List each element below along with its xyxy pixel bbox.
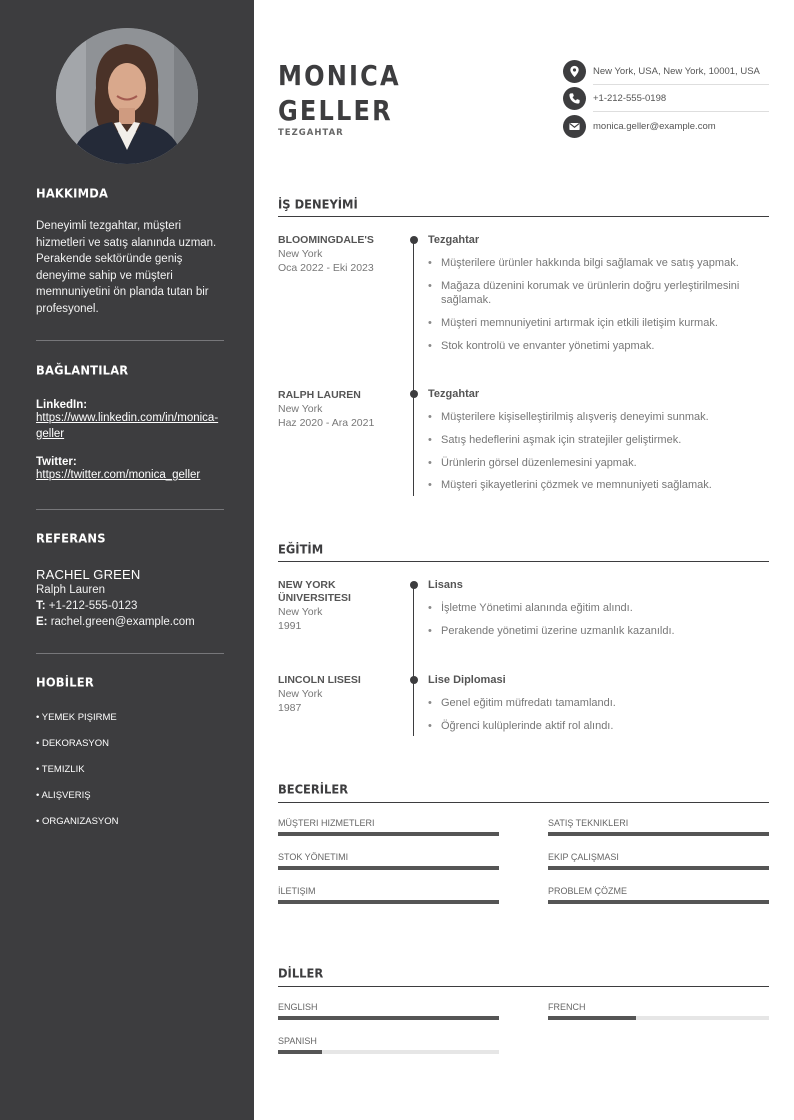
skill-bar (548, 866, 769, 870)
phone-icon (563, 87, 586, 110)
skill-item (278, 885, 499, 904)
languages-heading: DİLLER (278, 965, 324, 981)
skill-bar-fill (278, 900, 499, 904)
reference-company: Ralph Lauren (36, 584, 106, 596)
sidebar (0, 0, 254, 1120)
list-item: • Ürünlerin görsel düzenlemesini yapmak. (428, 456, 769, 471)
list-item: • Genel eğitim müfredatı tamamlandı. (428, 696, 769, 711)
sidebar-divider (36, 653, 224, 654)
reference-section (36, 531, 224, 630)
hobby-item: • TEMIZLIK (36, 764, 85, 775)
skill-name: SATIŞ TEKNIKLERI (548, 818, 629, 828)
education-item (428, 673, 769, 742)
twitter-link[interactable]: https://twitter.com/monica_geller (36, 469, 201, 481)
hobbies-section (36, 675, 224, 841)
contact-phone (563, 84, 769, 112)
language-bar (278, 1016, 499, 1020)
first-name: MONICA (278, 59, 401, 92)
about-text: Deneyimli tezgahtar, müşteri hizmetleri ve satış alanında uzman. Perakende sektöründe geniş deneyime sahip ve müşteri memnuniyetini ön planda tutan bir profesyonel. (36, 220, 217, 315)
experience-org (278, 234, 403, 275)
degree-title: Lise Diplomasi (428, 674, 506, 686)
reference-phone-label: T: (36, 600, 46, 612)
skill-bar (548, 832, 769, 836)
responsibility-list (428, 410, 769, 493)
section-divider (278, 216, 769, 217)
location-icon (563, 60, 586, 83)
section-divider (278, 986, 769, 987)
list-item: • İşletme Yönetimi alanında eğitim alındı. (428, 601, 769, 616)
skill-bar (278, 866, 499, 870)
reference-email (36, 614, 224, 630)
about-section (36, 186, 224, 318)
skill-bar (278, 900, 499, 904)
profile-photo (56, 28, 198, 164)
reference-name: RACHEL GREEN (36, 567, 141, 582)
timeline-dot (410, 236, 418, 244)
list-item: • Müşterilere ürünler hakkında bilgi sağlamak ve satış yapmak. (428, 256, 769, 271)
skill-bar-fill (278, 866, 499, 870)
org-name: RALPH LAUREN (278, 389, 361, 401)
experience-item (428, 387, 769, 501)
about-heading: HAKKIMDA (36, 185, 109, 201)
org-location: New York (278, 248, 323, 260)
links-section (36, 363, 224, 484)
experience-org (278, 389, 403, 430)
education-org (278, 674, 403, 715)
skill-name: EKIP ÇALIŞMASI (548, 852, 619, 862)
last-name: GELLER (278, 94, 393, 127)
job-title: TEZGAHTAR (278, 128, 344, 138)
school-location: New York (278, 688, 323, 700)
skill-item (278, 851, 499, 870)
contact-email (563, 112, 769, 140)
school-name: NEW YORK ÜNIVERSITESI (278, 579, 351, 604)
contact-phone-text: +1-212-555-0198 (593, 92, 667, 104)
experience-heading: İŞ DENEYİMİ (278, 196, 358, 212)
list-item: • Perakende yönetimi üzerine uzmanlık kazanıldı. (428, 624, 769, 639)
skill-bar (278, 832, 499, 836)
reference-heading: REFERANS (36, 530, 106, 546)
section-divider (278, 802, 769, 803)
reference-phone-value: +1-212-555-0123 (48, 600, 138, 612)
degree-title: Lisans (428, 579, 463, 591)
timeline-dot (410, 676, 418, 684)
skill-item (278, 817, 499, 836)
education-details (428, 696, 769, 733)
skill-name: STOK YÖNETIMI (278, 852, 349, 862)
org-dates: Oca 2022 - Eki 2023 (278, 262, 374, 274)
list-item: • Öğrenci kulüplerinde aktif rol alındı. (428, 719, 769, 734)
timeline-dot (410, 390, 418, 398)
education-timeline (413, 585, 414, 736)
school-name: LINCOLN LISESI (278, 674, 361, 686)
education-org (278, 579, 403, 633)
language-bar (548, 1016, 769, 1020)
skill-bar-fill (548, 866, 769, 870)
hobbies-heading: HOBİLER (36, 674, 94, 690)
reference-email-value: rachel.green@example.com (50, 616, 195, 628)
language-bar (278, 1050, 499, 1054)
contact-email-text: monica.geller@example.com (593, 120, 716, 132)
education-details (428, 601, 769, 638)
skill-item (548, 885, 769, 904)
list-item: • Müşteri şikayetlerini çözmek ve memnuniyeti sağlamak. (428, 478, 769, 493)
list-item: • Satış hedeflerini aşmak için stratejiler geliştirmek. (428, 433, 769, 448)
education-heading: EĞİTİM (278, 541, 324, 557)
list-item: • Mağaza düzenini korumak ve ürünlerin doğru yerleştirilmesini sağlamak. (428, 279, 769, 308)
skill-name: PROBLEM ÇÖZME (548, 886, 628, 896)
org-location: New York (278, 403, 323, 415)
email-icon (563, 115, 586, 138)
sidebar-divider (36, 509, 224, 510)
position-title: Tezgahtar (428, 234, 480, 246)
language-bar-fill (278, 1050, 322, 1054)
timeline-dot (410, 581, 418, 589)
language-item (548, 1001, 769, 1020)
hobby-item: • YEMEK PIŞIRME (36, 712, 117, 723)
reference-email-label: E: (36, 616, 48, 628)
org-dates: Haz 2020 - Ara 2021 (278, 417, 375, 429)
linkedin-label: LinkedIn: (36, 399, 88, 411)
hobby-item: • DEKORASYON (36, 738, 110, 749)
contact-address (563, 57, 769, 85)
skill-bar-fill (278, 832, 499, 836)
experience-item (428, 233, 769, 362)
skill-bar-fill (548, 832, 769, 836)
school-year: 1991 (278, 620, 302, 632)
skill-name: MÜŞTERI HIZMETLERI (278, 818, 375, 828)
skill-bar-fill (548, 900, 769, 904)
list-item: • Stok kontrolü ve envanter yönetimi yapmak. (428, 339, 769, 354)
skill-name: İLETIŞIM (278, 886, 316, 896)
skill-item (548, 851, 769, 870)
twitter-label: Twitter: (36, 456, 77, 468)
skill-bar (548, 900, 769, 904)
org-name: BLOOMINGDALE'S (278, 234, 374, 246)
skills-heading: BECERİLER (278, 781, 349, 797)
candidate-name (278, 58, 401, 128)
language-name: SPANISH (278, 1036, 317, 1046)
list-item: • Müşterilere kişiselleştirilmiş alışveriş deneyimi sunmak. (428, 410, 769, 425)
language-item (278, 1035, 499, 1054)
language-bar-fill (278, 1016, 499, 1020)
hobby-item: • ORGANIZASYON (36, 816, 119, 827)
sidebar-divider (36, 340, 224, 341)
language-item (278, 1001, 499, 1020)
position-title: Tezgahtar (428, 388, 480, 400)
linkedin-link[interactable]: https://www.linkedin.com/in/monica-geller (36, 412, 219, 440)
language-name: FRENCH (548, 1002, 586, 1012)
school-location: New York (278, 606, 323, 618)
language-name: ENGLISH (278, 1002, 318, 1012)
list-item: • Müşteri memnuniyetini artırmak için etkili iletişim kurmak. (428, 316, 769, 331)
education-item (428, 578, 769, 647)
school-year: 1987 (278, 702, 302, 714)
experience-timeline (413, 240, 414, 496)
links-heading: BAĞLANTILAR (36, 362, 129, 378)
language-bar-fill (548, 1016, 636, 1020)
responsibility-list (428, 256, 769, 353)
hobby-item: • ALIŞVERIŞ (36, 790, 91, 801)
contact-address-text: New York, USA, New York, 10001, USA (593, 65, 760, 77)
reference-phone (36, 598, 224, 614)
skill-item (548, 817, 769, 836)
section-divider (278, 561, 769, 562)
